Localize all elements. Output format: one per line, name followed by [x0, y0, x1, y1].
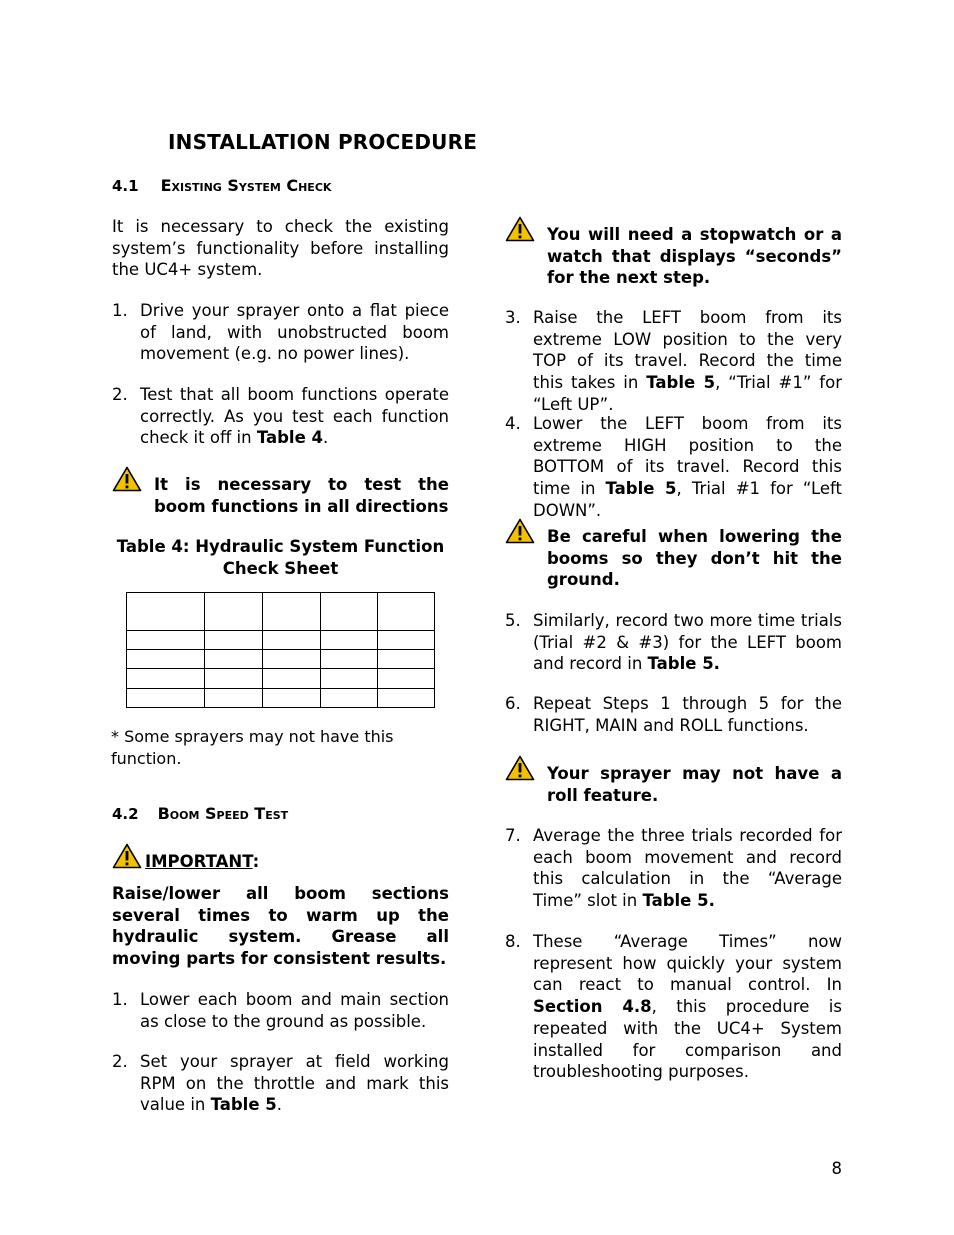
list-item	[505, 825, 842, 913]
table-cell	[378, 669, 435, 688]
page-title: INSTALLATION PROCEDURE	[168, 130, 478, 154]
table-cell	[263, 688, 321, 707]
table-cell	[263, 630, 321, 649]
list-item	[505, 693, 842, 737]
list-text: Drive your sprayer onto a flat piece of land, with unobstructed boom movement (e.g. no power lines).	[140, 301, 449, 364]
section-number: 4.2	[112, 805, 139, 823]
table-cell	[321, 630, 378, 649]
list-text: Average the three trials recorded for each boom movement and record this calculation in the “Average Time” slot in Table 5.	[533, 826, 842, 911]
table-cell	[205, 630, 263, 649]
table-cell	[321, 649, 378, 668]
warning-icon	[505, 755, 535, 781]
list-text: Repeat Steps 1 through 5 for the RIGHT, MAIN and ROLL functions.	[533, 694, 842, 735]
list-item	[505, 307, 842, 414]
hydraulic-check-table	[126, 592, 435, 708]
section-title: Boom Speed Test	[157, 804, 289, 823]
table-cell	[321, 593, 378, 631]
warning-text: You will need a stopwatch or a watch that displays “seconds” for the next step.	[547, 225, 842, 288]
list-text: These “Average Times” now represent how quickly your system can react to manual control. In Section 4.8, this procedure is repeated with the UC4+ System installed for comparison and troubleshooting purposes.	[533, 932, 842, 1082]
list-text: Lower each boom and main section as close to the ground as possible.	[140, 990, 449, 1031]
list-item	[112, 384, 449, 450]
list-text: Raise the LEFT boom from its extreme LOW position to the very TOP of its travel. Record the time this takes in Table 5, “Trial #1” for “Left UP”.	[533, 308, 842, 414]
warning-icon	[112, 843, 142, 869]
list-text: Lower the LEFT boom from its extreme HIGH position to the BOTTOM of its travel. Record this time in Table 5, Trial #1 for “Left DOWN”.	[533, 414, 842, 520]
warning-icon	[505, 216, 535, 242]
important-label: IMPORTANT:	[145, 852, 260, 871]
list-item	[112, 300, 449, 366]
list-number: 1.	[112, 301, 128, 320]
table-footnote: * Some sprayers may not have this function.	[111, 727, 394, 768]
table-cell	[127, 593, 205, 631]
table-cell	[378, 688, 435, 707]
warning-icon	[112, 466, 142, 492]
table-cell	[378, 630, 435, 649]
list-number: 7.	[505, 826, 521, 845]
section-4-1-heading	[112, 176, 331, 196]
list-item	[112, 1051, 449, 1117]
list-text: Similarly, record two more time trials (Trial #2 & #3) for the LEFT boom and record in Table 5.	[533, 611, 842, 674]
table-caption: Table 4: Hydraulic System Function Check Sheet	[116, 537, 445, 578]
table-cell	[263, 593, 321, 631]
list-text: Set your sprayer at field working RPM on the throttle and mark this value in Table 5.	[140, 1052, 449, 1115]
warning-icon	[505, 518, 535, 544]
list-item	[505, 413, 842, 520]
list-item	[505, 931, 842, 1082]
warning-text: It is necessary to test the boom functions in all directions	[154, 475, 449, 516]
table-cell	[205, 649, 263, 668]
table-cell	[263, 649, 321, 668]
page-number: 8	[831, 1159, 842, 1178]
table-cell	[205, 669, 263, 688]
list-item	[112, 989, 449, 1033]
table-cell	[321, 688, 378, 707]
table-cell	[127, 669, 205, 688]
list-text: Test that all boom functions operate correctly. As you test each function check it off in Table 4.	[140, 385, 449, 448]
section-4-2-heading	[112, 804, 288, 824]
list-number: 1.	[112, 990, 128, 1009]
list-number: 5.	[505, 611, 521, 630]
table-cell	[263, 669, 321, 688]
section-title: Existing System Check	[160, 176, 332, 195]
table-cell	[378, 593, 435, 631]
list-number: 2.	[112, 385, 128, 404]
warning-text: Your sprayer may not have a roll feature.	[547, 764, 842, 805]
section-4-1-intro: It is necessary to check the existing system’s functionality before installing the UC4+ system.	[112, 217, 449, 280]
table-cell	[127, 649, 205, 668]
table-cell	[205, 688, 263, 707]
table-cell	[205, 593, 263, 631]
list-number: 3.	[505, 308, 521, 327]
important-text: Raise/lower all boom sections several times to warm up the hydraulic system. Grease all moving parts for consistent results.	[112, 884, 449, 969]
table-cell	[127, 688, 205, 707]
table-cell	[378, 649, 435, 668]
section-number: 4.1	[112, 177, 139, 195]
list-item	[505, 610, 842, 676]
table-cell	[127, 630, 205, 649]
list-number: 6.	[505, 694, 521, 713]
list-number: 8.	[505, 932, 521, 951]
list-number: 2.	[112, 1052, 128, 1071]
warning-text: Be careful when lowering the booms so they don’t hit the ground.	[547, 527, 842, 590]
table-cell	[321, 669, 378, 688]
list-number: 4.	[505, 414, 521, 433]
